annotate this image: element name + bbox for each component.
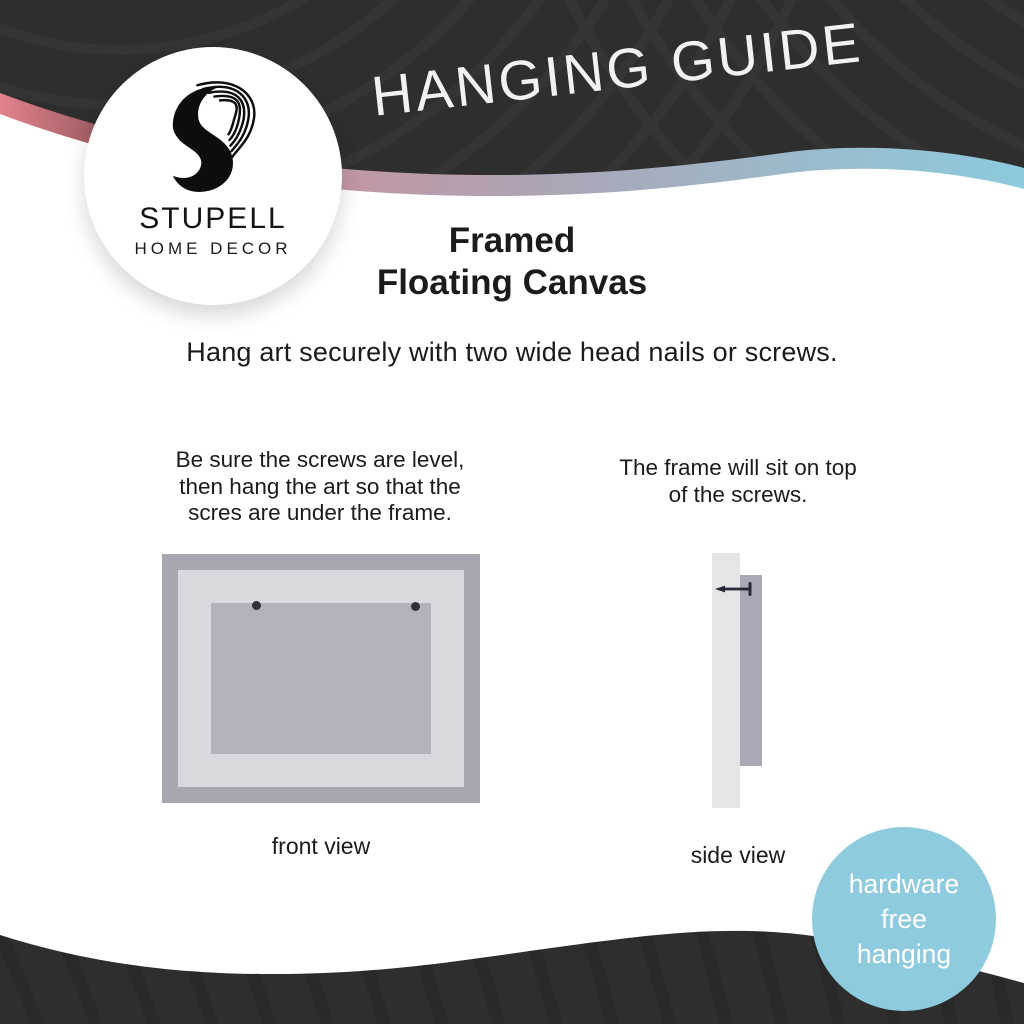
front-instruction-line2: then hang the art so that the <box>179 473 461 499</box>
front-instruction-line1: Be sure the screws are level, <box>175 447 465 472</box>
frame-canvas <box>211 603 431 754</box>
side-view-frame-bar <box>740 575 762 766</box>
product-title <box>0 220 1024 304</box>
screw-dot-right <box>411 602 420 611</box>
instruction-text: Hang art securely with two wide head nails or screws. <box>186 337 838 367</box>
product-title-line2: Floating Canvas <box>376 263 648 302</box>
frame-mat <box>178 570 464 787</box>
front-view-caption: front view <box>271 833 371 859</box>
brand-tagline: HOME DECOR <box>134 239 292 258</box>
screw-dot-left <box>252 601 261 610</box>
nail-icon <box>713 580 757 598</box>
side-instruction-line1: The frame will sit on top <box>619 455 857 480</box>
side-view-instructions <box>592 455 884 508</box>
stupell-s-logo-icon <box>142 73 266 205</box>
front-view-instructions <box>130 447 510 527</box>
brand-name: STUPELL <box>139 202 287 235</box>
front-view-diagram <box>162 554 480 803</box>
side-view-caption: side view <box>690 842 786 868</box>
product-title-line1: Framed <box>448 221 576 260</box>
hanging-guide-title: HANGING GUIDE <box>368 10 866 128</box>
badge-line2: free <box>881 903 927 934</box>
front-instruction-line3: scres are under the frame. <box>188 500 452 525</box>
badge-line1: hardware <box>848 868 960 899</box>
side-instruction-line2: of the screws. <box>668 481 808 507</box>
hardware-free-badge <box>812 827 996 1011</box>
badge-line3: hanging <box>856 938 952 969</box>
